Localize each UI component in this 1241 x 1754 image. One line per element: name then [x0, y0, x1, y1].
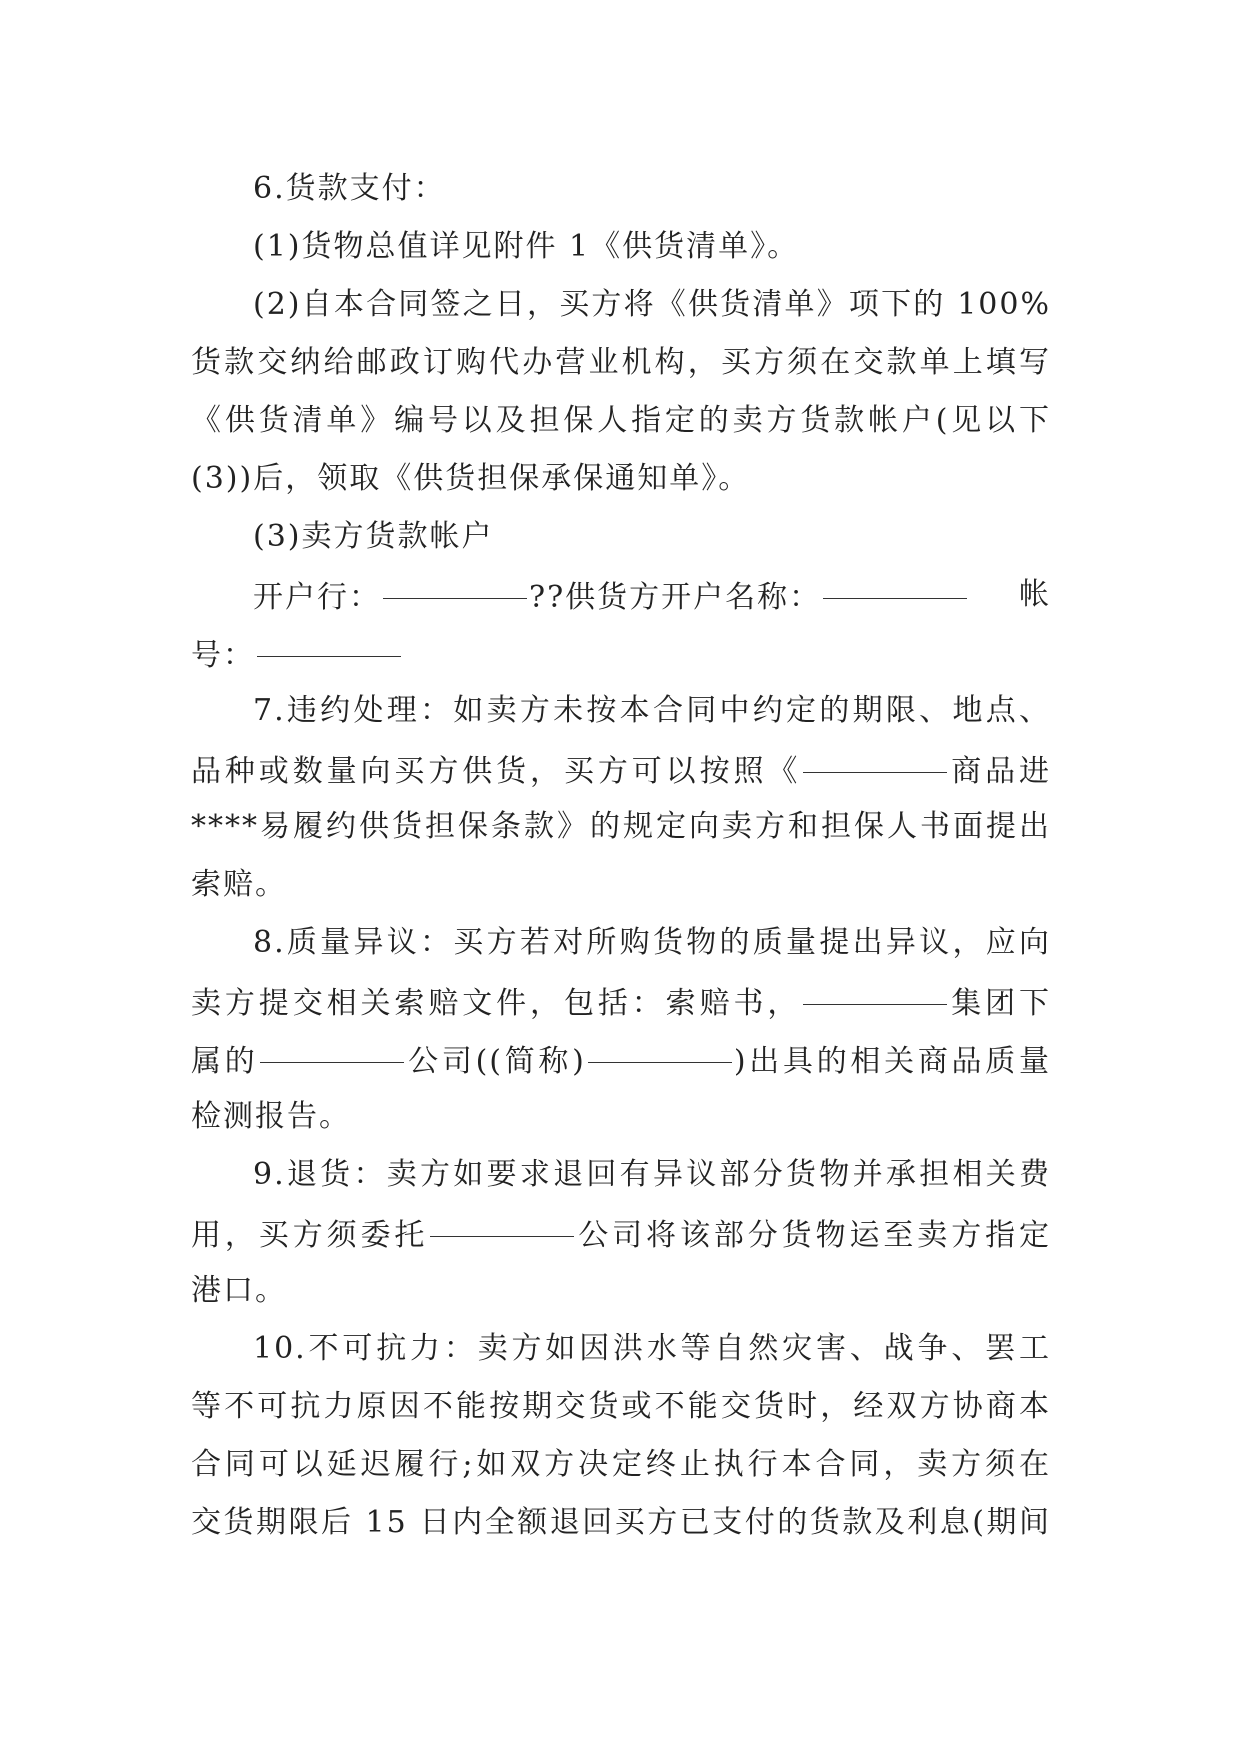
- text: 属的: [191, 1044, 259, 1079]
- paragraph-line: [191, 450, 1051, 508]
- account-number-label-end: 号：: [191, 638, 255, 673]
- bank-blank: [383, 566, 527, 599]
- section-6-item-1: [191, 218, 1051, 276]
- document-page: [191, 160, 1051, 1552]
- account-name-label: ??供货方开户名称：: [529, 580, 822, 615]
- company-short-name-blank: [588, 1030, 732, 1063]
- clause-name-blank: [803, 740, 947, 773]
- bank-label: 开户行：: [253, 580, 381, 615]
- text: (2)自本合同签之日，买方将《供货清单》项下的 100%: [253, 287, 1051, 322]
- text: 品种或数量向买方供货，买方可以按照《: [191, 754, 802, 789]
- text: 集团下: [949, 986, 1052, 1021]
- account-number-line: [191, 624, 1051, 682]
- text: 检测报告。: [191, 1099, 351, 1134]
- paragraph-line: [191, 392, 1051, 450]
- text: 等不可抗力原因不能按期交货或不能交货时，经双方协商本: [191, 1389, 1051, 1424]
- text: ****易履约供货担保条款》的规定向卖方和担保人书面提出: [191, 809, 1051, 844]
- text: 8.质量异议：买方若对所购货物的质量提出异议，应向: [253, 925, 1051, 960]
- text: 公司((简称): [406, 1044, 586, 1079]
- paragraph-line: [191, 1494, 1051, 1552]
- text: 公司将该部分货物运至卖方指定: [576, 1218, 1052, 1253]
- text: 港口。: [191, 1273, 287, 1308]
- paragraph-line: [191, 1204, 1051, 1262]
- text: 卖方提交相关索赔文件，包括：索赔书，: [191, 986, 802, 1021]
- paragraph-line: [191, 972, 1051, 1030]
- text: 9.退货：卖方如要求退回有异议部分货物并承担相关费: [253, 1157, 1051, 1192]
- section-9-title: [191, 1146, 1051, 1204]
- text: )出具的相关商品质量: [733, 1044, 1051, 1079]
- section-6-title: [191, 160, 1051, 218]
- text: (3)卖方货款帐户: [253, 519, 494, 554]
- section-6-item-2: [191, 276, 1051, 334]
- text: 货款交纳给邮政订购代办营业机构，买方须在交款单上填写: [191, 345, 1051, 380]
- paragraph-line: [191, 1262, 1051, 1320]
- company-name-blank: [260, 1030, 404, 1063]
- text: (1)货物总值详见附件 1《供货清单》。: [253, 229, 800, 264]
- paragraph-line: [191, 1088, 1051, 1146]
- text: 用，买方须委托: [191, 1218, 429, 1253]
- account-fields-line: [191, 566, 1051, 624]
- text: 6.货款支付：: [253, 171, 446, 206]
- section-7-title: [191, 682, 1051, 740]
- paragraph-line: [191, 1030, 1051, 1088]
- text: 索赔。: [191, 867, 287, 902]
- section-8-title: [191, 914, 1051, 972]
- text: 商品进: [949, 754, 1052, 789]
- account-number-label-start: 帐: [1019, 577, 1051, 612]
- text: 10.不可抗力：卖方如因洪水等自然灾害、战争、罢工: [253, 1331, 1051, 1366]
- shipping-company-blank: [430, 1204, 574, 1237]
- text: (3))后，领取《供货担保承保通知单》。: [191, 461, 751, 496]
- text: 交货期限后 15 日内全额退回买方已支付的货款及利息(期间: [191, 1505, 1051, 1540]
- group-name-blank: [803, 972, 947, 1005]
- section-6-item-3: [191, 508, 1051, 566]
- paragraph-line: [191, 1378, 1051, 1436]
- paragraph-line: [191, 1436, 1051, 1494]
- section-10-title: [191, 1320, 1051, 1378]
- text: 7.违约处理：如卖方未按本合同中约定的期限、地点、: [253, 693, 1051, 728]
- text: 《供货清单》编号以及担保人指定的卖方货款帐户(见以下: [191, 403, 1051, 438]
- account-number-blank: [257, 624, 401, 657]
- paragraph-line: [191, 856, 1051, 914]
- paragraph-line: [191, 334, 1051, 392]
- paragraph-line: [191, 740, 1051, 798]
- paragraph-line: [191, 798, 1051, 856]
- account-name-blank: [823, 566, 967, 599]
- text: 合同可以延迟履行;如双方决定终止执行本合同，卖方须在: [191, 1447, 1051, 1482]
